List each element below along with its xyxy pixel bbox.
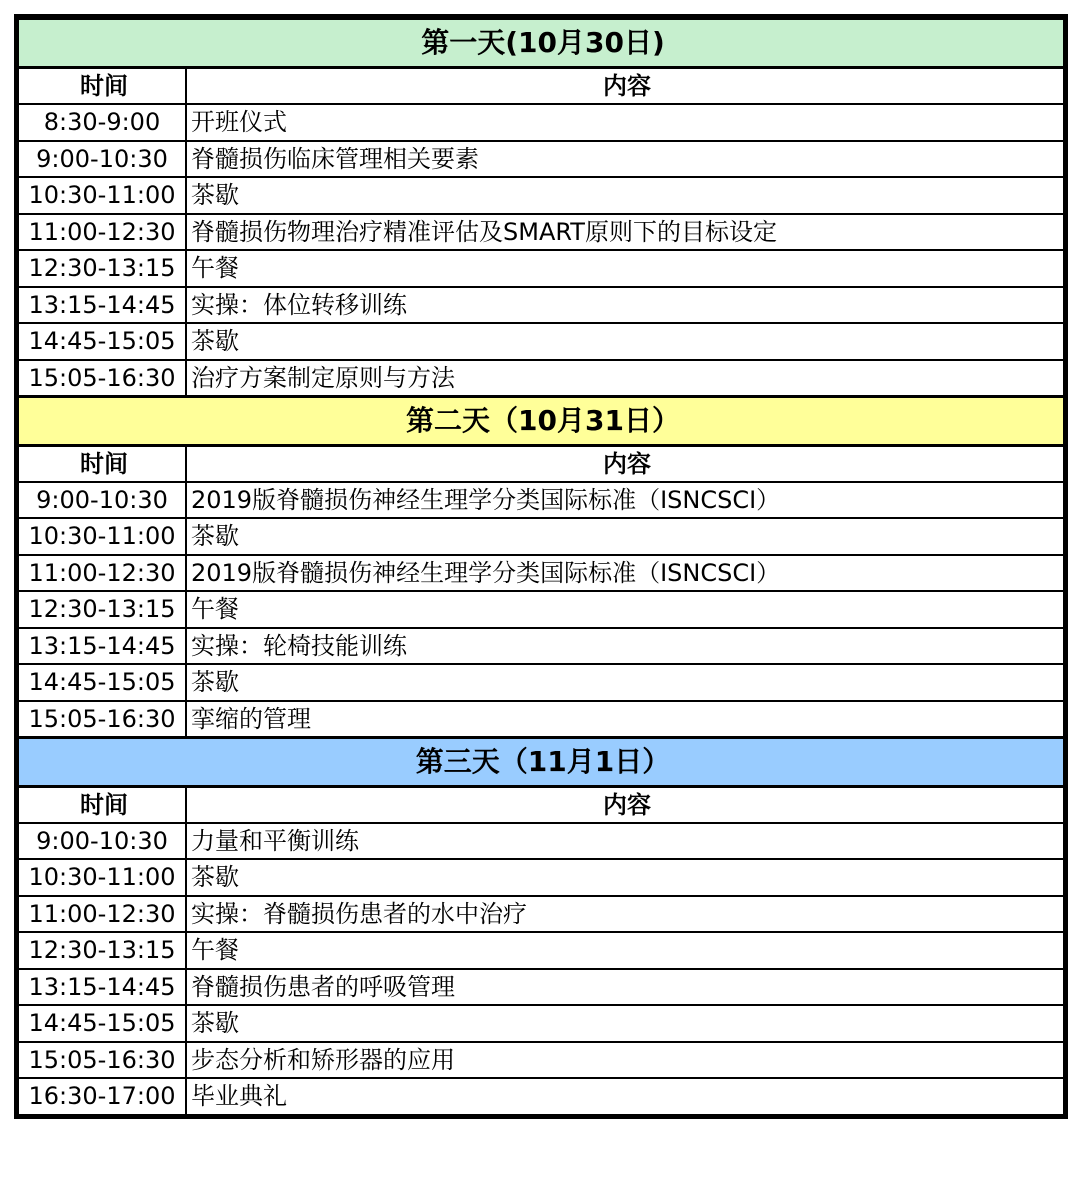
table-row — [18, 628, 1064, 665]
column-header-content: 内容 — [186, 68, 1064, 105]
schedule-table — [17, 17, 1065, 1116]
table-row — [18, 591, 1064, 628]
table-row — [18, 177, 1064, 214]
time-cell: 14:45-15:05 — [18, 323, 186, 360]
column-header-row — [18, 786, 1064, 823]
table-row — [18, 701, 1064, 738]
content-cell: 午餐 — [186, 591, 1064, 628]
table-row — [18, 360, 1064, 397]
content-cell: 脊髓损伤临床管理相关要素 — [186, 141, 1064, 178]
time-cell: 15:05-16:30 — [18, 1042, 186, 1079]
time-cell: 14:45-15:05 — [18, 1005, 186, 1042]
table-row — [18, 323, 1064, 360]
content-cell: 毕业典礼 — [186, 1078, 1064, 1115]
content-cell: 脊髓损伤物理治疗精准评估及SMART原则下的目标设定 — [186, 214, 1064, 251]
schedule-sheet — [14, 14, 1068, 1119]
content-cell: 茶歇 — [186, 1005, 1064, 1042]
day-title-row — [18, 737, 1064, 786]
content-cell: 实操：轮椅技能训练 — [186, 628, 1064, 665]
time-cell: 9:00-10:30 — [18, 141, 186, 178]
table-row — [18, 859, 1064, 896]
time-cell: 11:00-12:30 — [18, 214, 186, 251]
table-row — [18, 1042, 1064, 1079]
table-row — [18, 1005, 1064, 1042]
content-cell: 茶歇 — [186, 177, 1064, 214]
time-cell: 11:00-12:30 — [18, 555, 186, 592]
table-row — [18, 287, 1064, 324]
content-cell: 治疗方案制定原则与方法 — [186, 360, 1064, 397]
table-row — [18, 141, 1064, 178]
time-cell: 10:30-11:00 — [18, 177, 186, 214]
content-cell: 步态分析和矫形器的应用 — [186, 1042, 1064, 1079]
day-title-row — [18, 19, 1064, 68]
content-cell: 2019版脊髓损伤神经生理学分类国际标准（ISNCSCI） — [186, 482, 1064, 519]
table-row — [18, 518, 1064, 555]
day-title-row — [18, 396, 1064, 445]
table-row — [18, 482, 1064, 519]
table-row — [18, 823, 1064, 860]
table-row — [18, 104, 1064, 141]
content-cell: 午餐 — [186, 250, 1064, 287]
content-cell: 茶歇 — [186, 518, 1064, 555]
content-cell: 2019版脊髓损伤神经生理学分类国际标准（ISNCSCI） — [186, 555, 1064, 592]
table-row — [18, 555, 1064, 592]
time-cell: 12:30-13:15 — [18, 591, 186, 628]
table-row — [18, 932, 1064, 969]
column-header-time: 时间 — [18, 786, 186, 823]
time-cell: 11:00-12:30 — [18, 896, 186, 933]
time-cell: 10:30-11:00 — [18, 518, 186, 555]
table-row — [18, 250, 1064, 287]
time-cell: 15:05-16:30 — [18, 360, 186, 397]
day-title: 第二天（10月31日） — [18, 396, 1064, 445]
content-cell: 实操：体位转移训练 — [186, 287, 1064, 324]
content-cell: 力量和平衡训练 — [186, 823, 1064, 860]
content-cell: 实操：脊髓损伤患者的水中治疗 — [186, 896, 1064, 933]
column-header-row — [18, 445, 1064, 482]
table-row — [18, 969, 1064, 1006]
time-cell: 13:15-14:45 — [18, 628, 186, 665]
time-cell: 12:30-13:15 — [18, 250, 186, 287]
time-cell: 9:00-10:30 — [18, 823, 186, 860]
table-row — [18, 214, 1064, 251]
content-cell: 午餐 — [186, 932, 1064, 969]
column-header-content: 内容 — [186, 445, 1064, 482]
time-cell: 14:45-15:05 — [18, 664, 186, 701]
time-cell: 16:30-17:00 — [18, 1078, 186, 1115]
time-cell: 9:00-10:30 — [18, 482, 186, 519]
column-header-content: 内容 — [186, 786, 1064, 823]
content-cell: 茶歇 — [186, 859, 1064, 896]
column-header-time: 时间 — [18, 68, 186, 105]
time-cell: 15:05-16:30 — [18, 701, 186, 738]
column-header-time: 时间 — [18, 445, 186, 482]
time-cell: 12:30-13:15 — [18, 932, 186, 969]
table-row — [18, 896, 1064, 933]
content-cell: 脊髓损伤患者的呼吸管理 — [186, 969, 1064, 1006]
table-row — [18, 664, 1064, 701]
day-title: 第三天（11月1日） — [18, 737, 1064, 786]
time-cell: 13:15-14:45 — [18, 287, 186, 324]
time-cell: 10:30-11:00 — [18, 859, 186, 896]
column-header-row — [18, 68, 1064, 105]
content-cell: 茶歇 — [186, 664, 1064, 701]
table-row — [18, 1078, 1064, 1115]
content-cell: 开班仪式 — [186, 104, 1064, 141]
time-cell: 13:15-14:45 — [18, 969, 186, 1006]
content-cell: 挛缩的管理 — [186, 701, 1064, 738]
time-cell: 8:30-9:00 — [18, 104, 186, 141]
content-cell: 茶歇 — [186, 323, 1064, 360]
day-title: 第一天(10月30日) — [18, 19, 1064, 68]
